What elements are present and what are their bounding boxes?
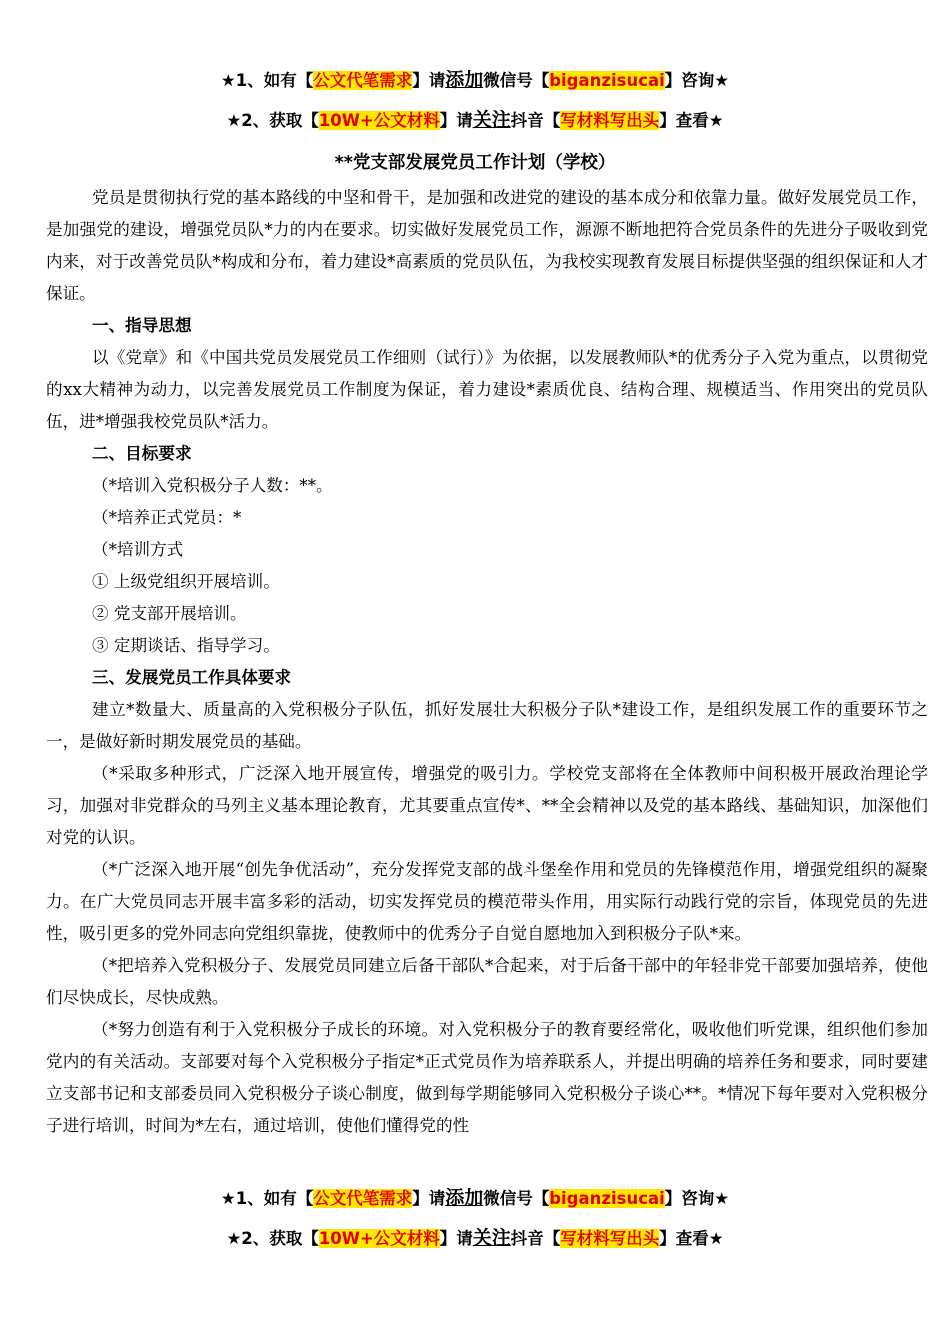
banner-emphasis: 添加 [445, 69, 484, 91]
banner-highlight: biganzisucai [549, 71, 665, 90]
document-body [46, 182, 928, 1142]
requirement-item-2: （*广泛深入地开展“创先争优活动”，充分发挥党支部的战斗堡垒作用和党员的先锋模范作用，增强党组织的凝聚力。在广大党员同志开展丰富多彩的活动，切实发挥党员的模范带头作用，用实际行动践行党的宗旨，体现党员的先进性，吸引更多的党外同志向党组织靠拢，使教师中的优秀分子自觉自愿地加入到积极分子队*来。 [46, 860, 928, 943]
method-item-2: ② 党支部开展培训。 [92, 604, 247, 623]
banner-emphasis: 添加 [445, 1187, 484, 1209]
banner-text: 抖音【 [510, 1229, 561, 1248]
banner-highlight: 公文代笔需求 [313, 1189, 413, 1208]
banner-highlight: 10W+公文材料 [318, 1229, 440, 1248]
guiding-paragraph: 以《党章》和《中国共党员发展党员工作细则（试行）》为依据，以发展教师队*的优秀分子入党为重点，以贯彻党的xx大精神为动力，以完善发展党员工作制度为保证，着力建设*素质优良、结构合理、规模适当、作用突出的党员队伍，进*增强我校党员队*活力。 [46, 348, 928, 431]
footer-banner-line-2 [0, 1226, 950, 1251]
banner-highlight: 写材料写出头 [560, 1229, 660, 1248]
banner-line-1 [0, 68, 950, 93]
requirement-item-3: （*把培养入党积极分子、发展党员同建立后备干部队*合起来，对于后备干部中的年轻非党干部要加强培养，使他们尽快成长，尽快成熟。 [46, 956, 928, 1007]
banner-text: 】请 [412, 1189, 446, 1208]
banner-text: ★2、获取【 [226, 1229, 319, 1248]
banner-text: 】查看★ [659, 111, 724, 130]
banner-emphasis: 关注 [472, 109, 511, 131]
banner-text: 抖音【 [510, 111, 561, 130]
banner-text: 微信号【 [483, 1189, 550, 1208]
banner-text: 】查看★ [659, 1229, 724, 1248]
banner-highlight: 公文代笔需求 [313, 71, 413, 90]
banner-text: 】请 [439, 111, 473, 130]
requirement-item-4: （*努力创造有利于入党积极分子成长的环境。对入党积极分子的教育要经常化，吸收他们听党课，组织他们参加党内的有关活动。支部要对每个入党积极分子指定*正式党员作为培养联系人，并提出明确的培养任务和要求，同时要建立支部书记和支部委员同入党积极分子谈心制度，做到每学期能够同入党积极分子谈心**。*情况下每年要对入党积极分子进行培训，时间为*左右，通过培训，使他们懂得党的性 [46, 1020, 928, 1135]
requirement-paragraph: 建立*数量大、质量高的入党积极分子队伍，抓好发展壮大积极分子队*建设工作，是组织发展工作的重要环节之一，是做好新时期发展党员的基础。 [46, 700, 928, 751]
banner-text: 】咨询★ [664, 71, 730, 90]
banner-text: 】请 [412, 71, 446, 90]
goal-item-3: （*培训方式 [92, 540, 184, 559]
goal-item-1: （*培训入党积极分子人数：**。 [92, 476, 333, 495]
banner-text: 】咨询★ [664, 1189, 730, 1208]
banner-text: 微信号【 [483, 71, 550, 90]
banner-highlight: 写材料写出头 [560, 111, 660, 130]
banner-text: ★1、如有【 [220, 1189, 314, 1208]
intro-paragraph: 党员是贯彻执行党的基本路线的中坚和骨干，是加强和改进党的建设的基本成分和依靠力量。做好发展党员工作，是加强党的建设，增强党员队*力的内在要求。切实做好发展党员工作，源源不断地把符合党员条件的先进分子吸收到党内来，对于改善党员队*构成和分布，着力建设*高素质的党员队伍，为我校实现教育发展目标提供坚强的组织保证和人才保证。 [46, 188, 928, 303]
banner-line-2 [0, 108, 950, 133]
banner-highlight: 10W+公文材料 [318, 111, 440, 130]
method-item-3: ③ 定期谈话、指导学习。 [92, 636, 280, 655]
banner-text: ★2、获取【 [226, 111, 319, 130]
banner-emphasis: 关注 [472, 1227, 511, 1249]
footer-banner-line-1 [0, 1186, 950, 1211]
requirement-item-1: （*采取多种形式，广泛深入地开展宣传，增强党的吸引力。学校党支部将在全体教师中间积极开展政治理论学习，加强对非党群众的马列主义基本理论教育，尤其要重点宣传*、**全会精神以及党的基本路线、基础知识，加深他们对党的认识。 [46, 764, 928, 847]
banner-highlight: biganzisucai [549, 1189, 665, 1208]
banner-text: ★1、如有【 [220, 71, 314, 90]
section-heading-3: 三、发展党员工作具体要求 [92, 668, 292, 687]
method-item-1: ① 上级党组织开展培训。 [92, 572, 280, 591]
section-heading-2: 二、目标要求 [92, 444, 192, 463]
section-heading-1: 一、指导思想 [92, 316, 192, 335]
goal-item-2: （*培养正式党员：* [92, 508, 242, 527]
banner-text: 】请 [439, 1229, 473, 1248]
document-title: **党支部发展党员工作计划（学校） [334, 153, 616, 173]
